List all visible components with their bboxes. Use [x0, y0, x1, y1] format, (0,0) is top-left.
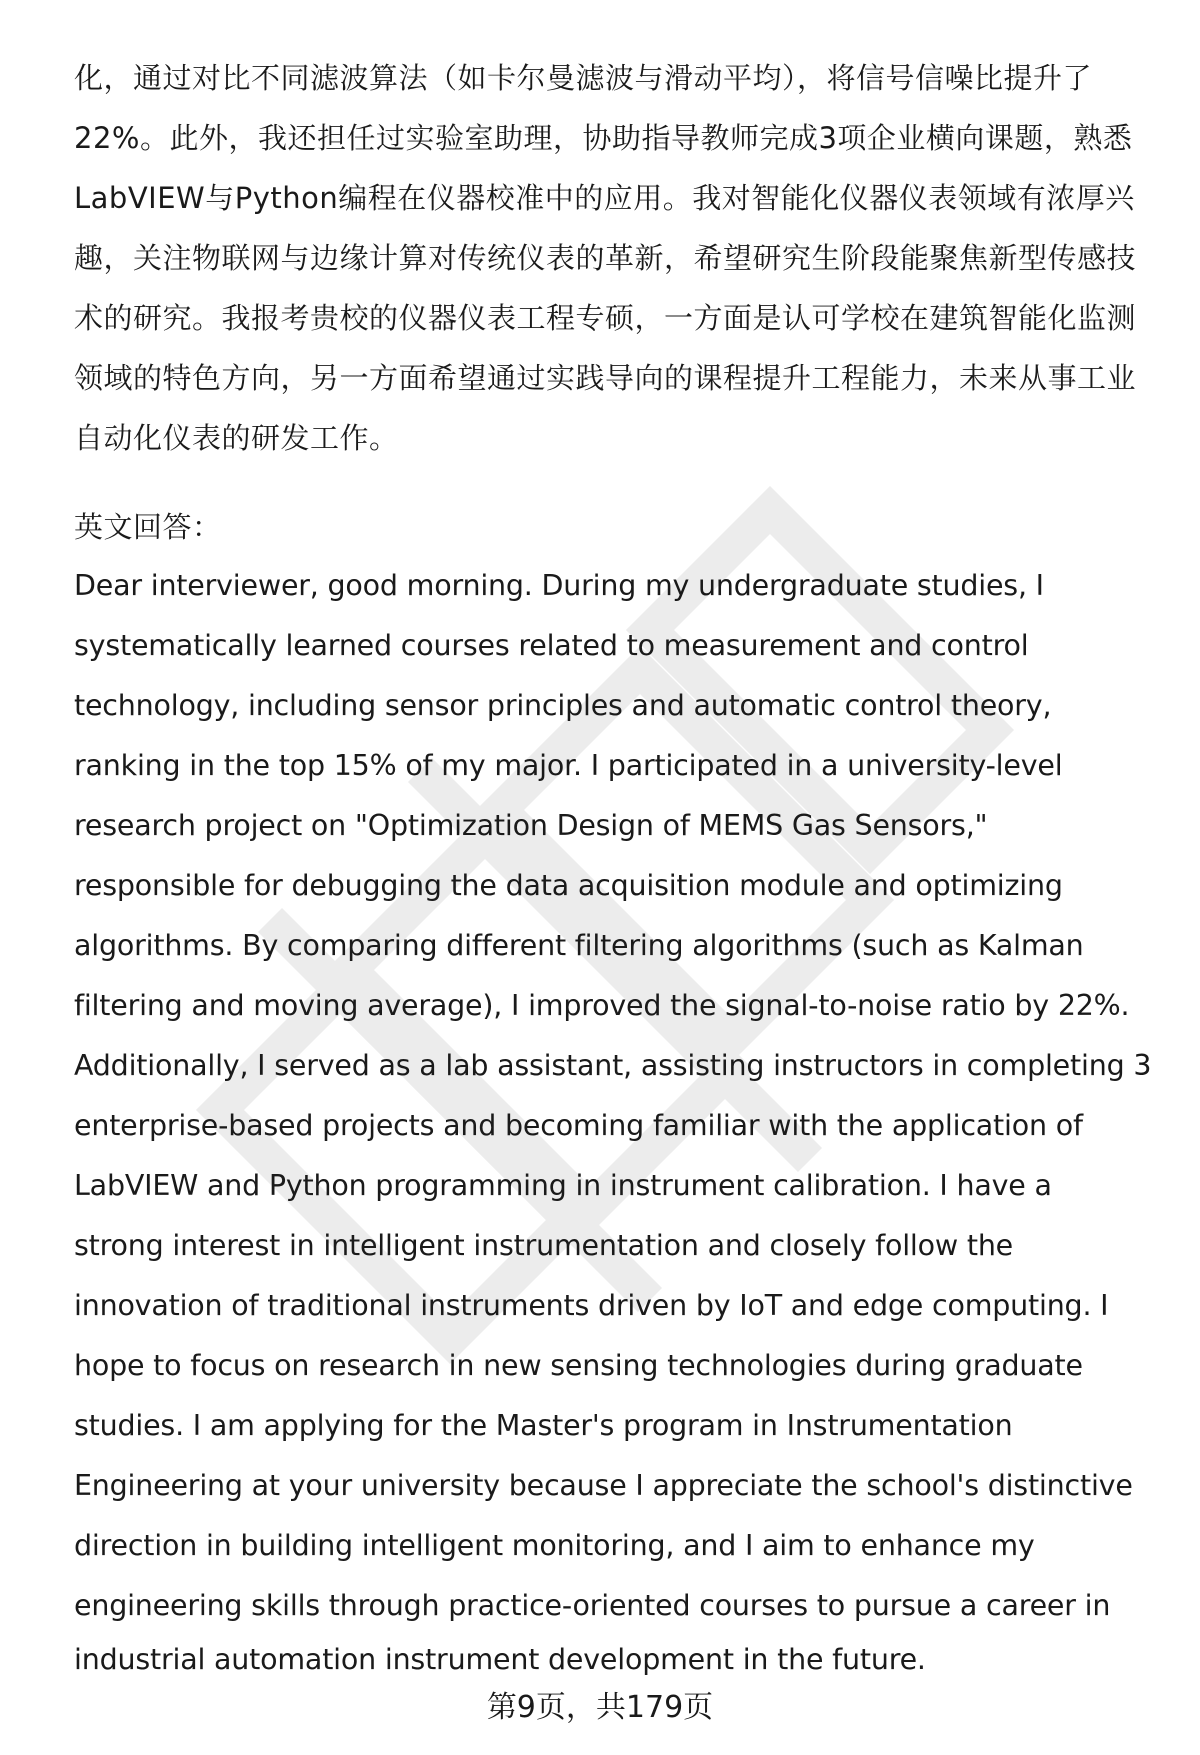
english-text-line: direction in building intelligent monitoring, and I aim to enhance my [74, 1529, 1035, 1562]
english-text-line: innovation of traditional instruments driven by IoT and edge computing. I [74, 1289, 1109, 1322]
english-answer-heading: 英文回答： [74, 510, 222, 544]
english-text-line: ranking in the top 15% of my major. I participated in a university-level [74, 749, 1063, 782]
chinese-text-line: 术的研究。我报考贵校的仪器仪表工程专硕，一方面是认可学校在建筑智能化监测 [74, 301, 1137, 335]
english-text-line: engineering skills through practice-oriented courses to pursue a career in [74, 1589, 1111, 1622]
english-text-line: hope to focus on research in new sensing technologies during graduate [74, 1349, 1083, 1382]
english-text-line: filtering and moving average), I improved the signal-to-noise ratio by 22%. [74, 989, 1130, 1022]
english-text-line: technology, including sensor principles and automatic control theory, [74, 689, 1052, 722]
english-text-line: Engineering at your university because I appreciate the school's distinctive [74, 1469, 1133, 1502]
chinese-text-line: LabVIEW与Python编程在仪器校准中的应用。我对智能化仪器仪表领域有浓厚兴 [74, 181, 1135, 215]
english-text-line: research project on "Optimization Design of MEMS Gas Sensors," [74, 809, 988, 842]
chinese-text-line: 22%。此外，我还担任过实验室助理，协助指导教师完成3项企业横向课题，熟悉 [74, 121, 1133, 155]
english-text-line: Additionally, I served as a lab assistant, assisting instructors in completing 3 [74, 1049, 1152, 1082]
chinese-text-line: 化，通过对比不同滤波算法（如卡尔曼滤波与滑动平均），将信号信噪比提升了 [74, 61, 1093, 95]
english-text-line: industrial automation instrument development in the future. [74, 1643, 926, 1676]
page-number-footer: 第9页，共179页 [486, 1690, 714, 1725]
english-text-line: Dear interviewer, good morning. During my undergraduate studies, I [74, 569, 1044, 602]
chinese-text-line: 趣，关注物联网与边缘计算对传统仪表的革新，希望研究生阶段能聚焦新型传感技 [74, 241, 1137, 275]
chinese-text-line: 领域的特色方向，另一方面希望通过实践导向的课程提升工程能力，未来从事工业 [74, 361, 1137, 395]
english-text-line: LabVIEW and Python programming in instrument calibration. I have a [74, 1169, 1052, 1202]
english-text-line: studies. I am applying for the Master's program in Instrumentation [74, 1409, 1013, 1442]
english-text-line: systematically learned courses related to measurement and control [74, 629, 1029, 662]
english-text-line: strong interest in intelligent instrumentation and closely follow the [74, 1229, 1014, 1262]
english-text-line: responsible for debugging the data acquisition module and optimizing [74, 869, 1063, 902]
chinese-text-line: 自动化仪表的研发工作。 [74, 421, 399, 455]
english-text-line: enterprise-based projects and becoming familiar with the application of [74, 1109, 1083, 1142]
english-text-line: algorithms. By comparing different filtering algorithms (such as Kalman [74, 929, 1084, 962]
